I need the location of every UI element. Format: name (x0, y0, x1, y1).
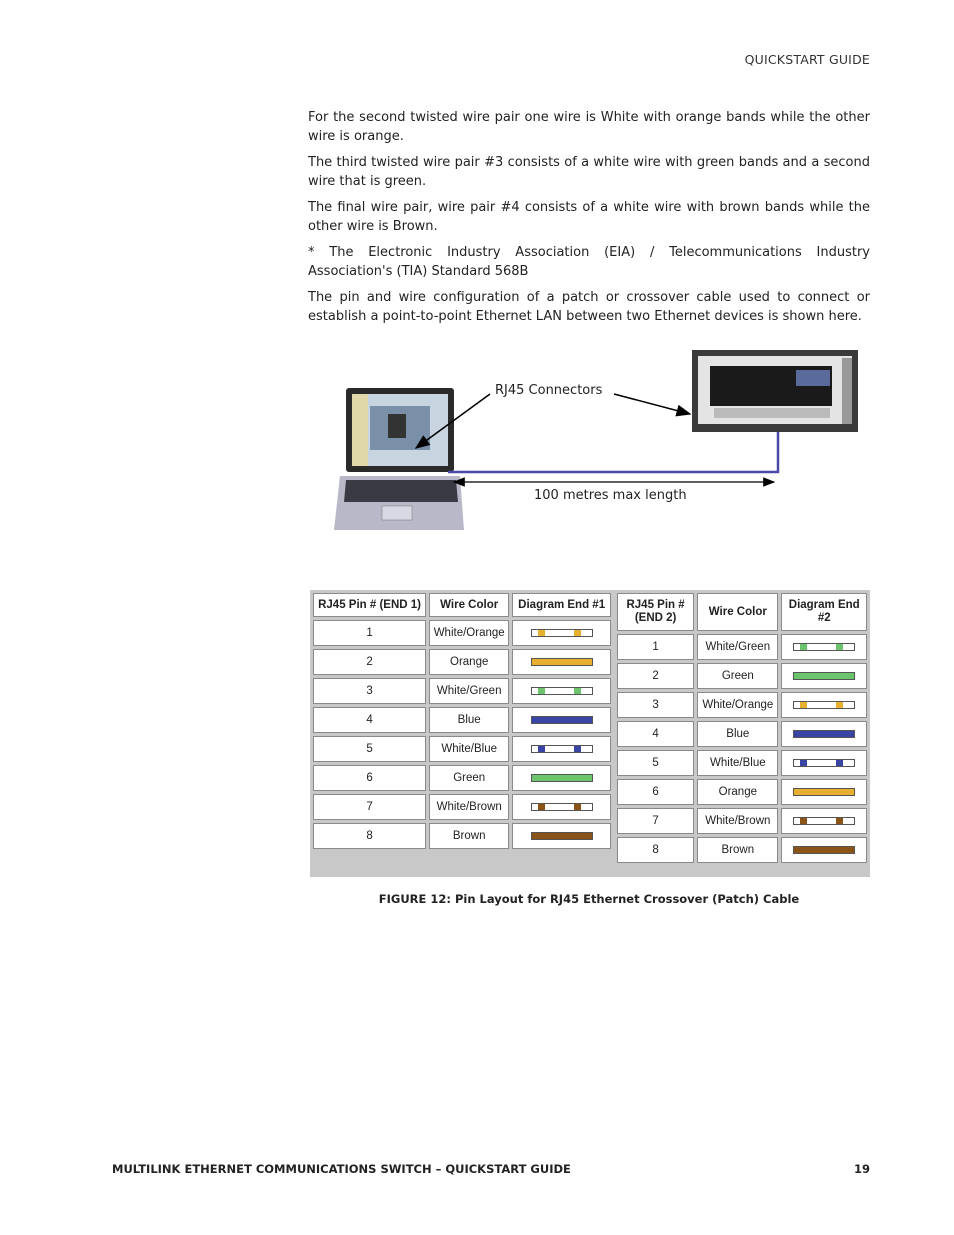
pin-number: 7 (617, 808, 694, 834)
header-diagram: Diagram End #2 (781, 593, 867, 631)
table-row (313, 823, 611, 849)
wire-color: Blue (697, 721, 778, 747)
table-row (617, 837, 867, 863)
wire-color: White/Green (429, 678, 509, 704)
wire-diagram (781, 837, 867, 863)
wire-diagram (512, 707, 611, 733)
wire-diagram (512, 620, 611, 646)
table-row (617, 663, 867, 689)
wire-diagram (512, 765, 611, 791)
header-diagram: Diagram End #1 (512, 593, 611, 617)
wire-swatch (531, 832, 593, 840)
wire-diagram (781, 634, 867, 660)
paragraph: The third twisted wire pair #3 consists of a white wire with green bands and a second wire that is green. (308, 155, 870, 189)
pin-number: 7 (313, 794, 426, 820)
pin-number: 1 (617, 634, 694, 660)
wire-swatch (531, 629, 593, 637)
wire-swatch (531, 687, 593, 695)
paragraph: For the second twisted wire pair one wire is White with orange bands while the other wire is orange. (308, 110, 870, 144)
pinout-table-end1 (310, 590, 614, 852)
pinout-tables (310, 590, 870, 877)
pin-number: 2 (313, 649, 426, 675)
table-row (617, 808, 867, 834)
table-row (313, 649, 611, 675)
table-row (313, 620, 611, 646)
cable-line (448, 432, 778, 472)
pin-number: 2 (617, 663, 694, 689)
wire-color: White/Green (697, 634, 778, 660)
pin-number: 3 (313, 678, 426, 704)
wire-swatch (531, 803, 593, 811)
wire-diagram (512, 794, 611, 820)
pin-number: 6 (313, 765, 426, 791)
wire-swatch (793, 846, 855, 854)
wire-color: White/Orange (429, 620, 509, 646)
table-row (617, 750, 867, 776)
wire-diagram (781, 779, 867, 805)
wire-swatch (793, 759, 855, 767)
footnote: * The Electronic Industry Association (EIA) / Telecommunications Industry Association's (TIA) Standard 568B (308, 245, 870, 279)
header-wire-color: Wire Color (697, 593, 778, 631)
pin-number: 1 (313, 620, 426, 646)
pin-number: 5 (313, 736, 426, 762)
wire-diagram (512, 678, 611, 704)
page-number: 19 (853, 1162, 870, 1176)
table-row (313, 707, 611, 733)
wire-swatch (793, 643, 855, 651)
wire-swatch (531, 716, 593, 724)
wire-color: White/Blue (429, 736, 509, 762)
figure-caption: FIGURE 12: Pin Layout for RJ45 Ethernet Crossover (Patch) Cable (378, 892, 800, 906)
laptop-icon (334, 388, 464, 530)
table-row (313, 678, 611, 704)
wire-color: Brown (697, 837, 778, 863)
wire-color: White/Blue (697, 750, 778, 776)
pin-number: 8 (313, 823, 426, 849)
wire-color: Blue (429, 707, 509, 733)
pin-number: 8 (617, 837, 694, 863)
wire-color: Brown (429, 823, 509, 849)
pin-number: 5 (617, 750, 694, 776)
wire-color: Orange (697, 779, 778, 805)
wire-diagram (781, 692, 867, 718)
wire-swatch (793, 788, 855, 796)
wire-swatch (793, 730, 855, 738)
wire-swatch (531, 774, 593, 782)
table-row (313, 736, 611, 762)
wire-diagram (512, 649, 611, 675)
pin-number: 3 (617, 692, 694, 718)
header-pin: RJ45 Pin # (END 1) (313, 593, 426, 617)
table-row (617, 721, 867, 747)
wire-diagram (781, 721, 867, 747)
wire-diagram (781, 663, 867, 689)
table-row (313, 794, 611, 820)
header-pin: RJ45 Pin # (END 2) (617, 593, 694, 631)
wire-color: White/Brown (429, 794, 509, 820)
table-row (617, 692, 867, 718)
table-row (313, 765, 611, 791)
connector-label: RJ45 Connectors (495, 383, 603, 398)
wire-diagram (512, 823, 611, 849)
pinout-table-end2 (614, 590, 870, 866)
table-row (617, 779, 867, 805)
table-row (617, 634, 867, 660)
pin-number: 4 (617, 721, 694, 747)
running-header: QUICKSTART GUIDE (744, 52, 870, 67)
wire-swatch (793, 672, 855, 680)
wire-swatch (793, 701, 855, 709)
body-text (308, 108, 870, 333)
wire-swatch (531, 658, 593, 666)
arrow-to-relay (614, 394, 690, 414)
wire-color: Green (697, 663, 778, 689)
paragraph: The final wire pair, wire pair #4 consists of a white wire with brown bands while the other wire is Brown. (308, 200, 870, 234)
wire-color: Orange (429, 649, 509, 675)
wire-color: White/Orange (697, 692, 778, 718)
relay-device-icon (692, 350, 858, 432)
wire-diagram (512, 736, 611, 762)
wire-swatch (793, 817, 855, 825)
network-illustration (330, 342, 860, 540)
paragraph: The pin and wire configuration of a patch or crossover cable used to connect or establish a point-to-point Ethernet LAN between two Ethernet devices is shown here. (308, 290, 870, 324)
pin-number: 6 (617, 779, 694, 805)
wire-diagram (781, 750, 867, 776)
length-label: 100 metres max length (534, 488, 687, 503)
wire-diagram (781, 808, 867, 834)
header-wire-color: Wire Color (429, 593, 509, 617)
wire-color: White/Brown (697, 808, 778, 834)
pin-number: 4 (313, 707, 426, 733)
footer-title: MULTILINK ETHERNET COMMUNICATIONS SWITCH – QUICKSTART GUIDE (112, 1162, 571, 1176)
wire-swatch (531, 745, 593, 753)
wire-color: Green (429, 765, 509, 791)
